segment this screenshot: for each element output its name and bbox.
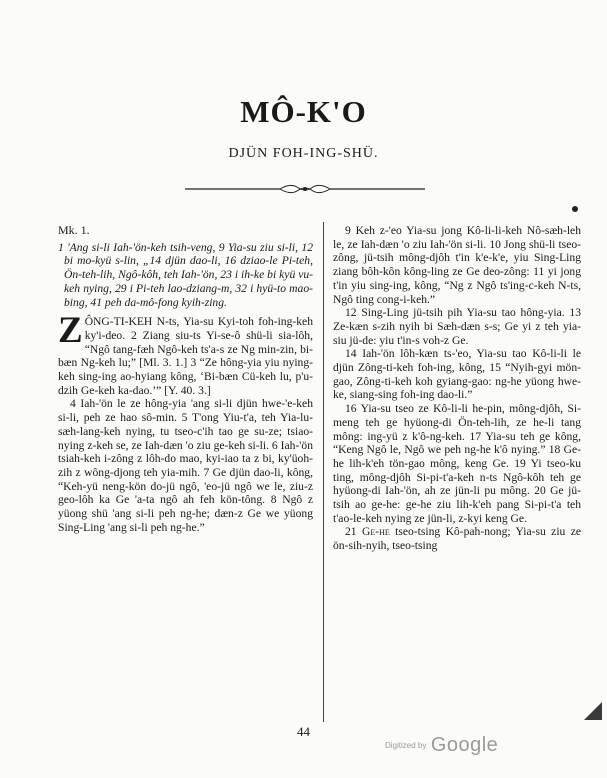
ornament-rule bbox=[185, 181, 425, 197]
book-subtitle: DJÜN FOH-ING-SHÜ. bbox=[228, 146, 379, 161]
paragraph-opening bbox=[58, 310, 313, 397]
chapter-summary: 1 'Ang si-li Iah-'ön-keh tsih-veng, 9 Yia-su ziu si-li, 12 bi mo-kyü s-lin, „14 djün dao-li, 16 dziao-le Pi-teh, Ön-teh-lih, Ngô-kôh, teh Iah-'ön, 23 i ih-ke bi kyü vu-keh nying, 29 i Pi-teh lao-dziang-m, 32 i hyü-to mao-bing, 41 peh da-mô-fong kyih-zing. bbox=[58, 240, 313, 309]
left-column bbox=[58, 224, 313, 534]
paragraph: 14 Iah-'ön lôh-kæn ts-'eo, Yia-su tao Kô-li-li le djün Zông-ti-keh foh-ing, kông, 15 “Nyih-gyi mön-gao, Zông-ti-keh koh gyiang-gao: ng-he yüong hwe-ke, siang-sing foh-ing dao-li.” bbox=[333, 347, 581, 402]
paragraph: 16 Yia-su tseo ze Kô-li-li he-pin, mông-djôh, Si-meng teh ge hyüong-di Ön-teh-lih, ze he-li tang mông: ing-yü z k'ô-ng-keh. 17 Yia-su teh ge kông, “Keng Ngô le, Ngô we peh ng-he k'ô nying.” 18 Ge-he lih-k'eh tön-gao mông, keng Ge. 19 Yi tseo-ku ting, mông-djôh Si-pi-t'a-keh n-ts Ngô-kôh teh ge hyüong-di Iah-'ön, ah ze jün-li pu mông. 20 Ge jü-tsih ao ge-he: ge-he ziu lih-k'eh pang Si-pi-t'a teh t'ao-le-keh nying ze jün-li, z-kyi keng Ge. bbox=[333, 402, 581, 525]
scan-corner-mark bbox=[584, 702, 602, 720]
column-divider bbox=[323, 222, 324, 722]
paragraph: 4 Iah-'ön le ze hông-yia 'ang si-li djün hwe-'e-keh si-li, peh ze hao sô-min. 5 T'ong Yiu-t'a, teh Yia-lu-sæh-lang-keh nying, tu tseo-c'ih tao ge su-ze; tsiao-nying z-keh se, ze Iah-dæn 'o ziu ge-keh si-li. 6 Iah-'ön tsiah-keh i-zông z lôh-do mao, kyi-iao ta z bi, ky'üoh-zih z wông-djong teh yia-mih. 7 Ge djün dao-li, kông, “Keh-yü neng-kön do-jü ngô, 'eo-jü ngô we le, ziu-z geo-lôh ka Ge 'a-ta ngô ah feh kön-tông. 8 Ngô z yüong shü 'ang si-li peh ng-he; dæn-z Ge we yüong Sing-Ling 'ang si-li peh ng-he.” bbox=[58, 397, 313, 534]
paragraph: 9 Keh z-'eo Yia-su jong Kô-li-li-keh Nô-sæh-leh le, ze Iah-dæn 'o ziu Iah-'ön si-li. 10 Jong shü-li tseo-zông, jü-tsih mông-djôh t'in k'e-k'e, yiu Sing-Ling ziang bôh-kôn kông-ling ze Ge deo-zông: 11 yi jong t'in yiu sing-ing, kông, “Ng z Ngô ts'ing-c-keh N-ts, Ngô ting cong-i-keh.” bbox=[333, 224, 581, 306]
paragraph-text: ÔNG-TI-KEH N-ts, Yia-su Kyi-toh foh-ing-keh ky'i-deo. 2 Ziang siu-ts Yi-se-ô shü-li sia-lôh, “Ngô tang-fæh Ngô-keh ts'a-s ze Ng min-zin, bi-bæn Ng-keh lu;” [Ml. 3. 1.] 3 “Ze hông-yia yiu nying-keh sing-ing ao-hyiang kông, ‘Bi-bæn Cü-keh lu, p'u-dzih Ge-keh ka-dao.’” [Y. 40. 3.] bbox=[58, 315, 313, 397]
book-title: MÔ-K'O bbox=[240, 94, 367, 129]
ink-dot bbox=[572, 206, 578, 212]
google-logo: Google bbox=[430, 734, 499, 756]
chapter-heading: Mk. 1. bbox=[58, 223, 90, 237]
right-column bbox=[333, 224, 581, 553]
paragraph-text: tseo-tsing Kô-pah-nong; Yia-su ziu ze ön-sih-nyih, tseo-tsing bbox=[333, 525, 581, 553]
paragraph bbox=[333, 525, 581, 552]
watermark-prefix: Digitized by bbox=[385, 741, 427, 750]
drop-cap: Z bbox=[58, 310, 83, 352]
page-number: 44 bbox=[297, 724, 310, 739]
verse-lead: 21 Ge-he bbox=[345, 525, 390, 539]
digitized-watermark bbox=[385, 734, 498, 757]
paragraph: 12 Sing-Ling jü-tsih pih Yia-su tao hông-yia. 13 Ze-kæn s-zih nyih bi Sæh-dæn s-s; Ge yi z teh yia-siu jü-de: yiu t'in-s voh-z Ge. bbox=[333, 306, 581, 347]
